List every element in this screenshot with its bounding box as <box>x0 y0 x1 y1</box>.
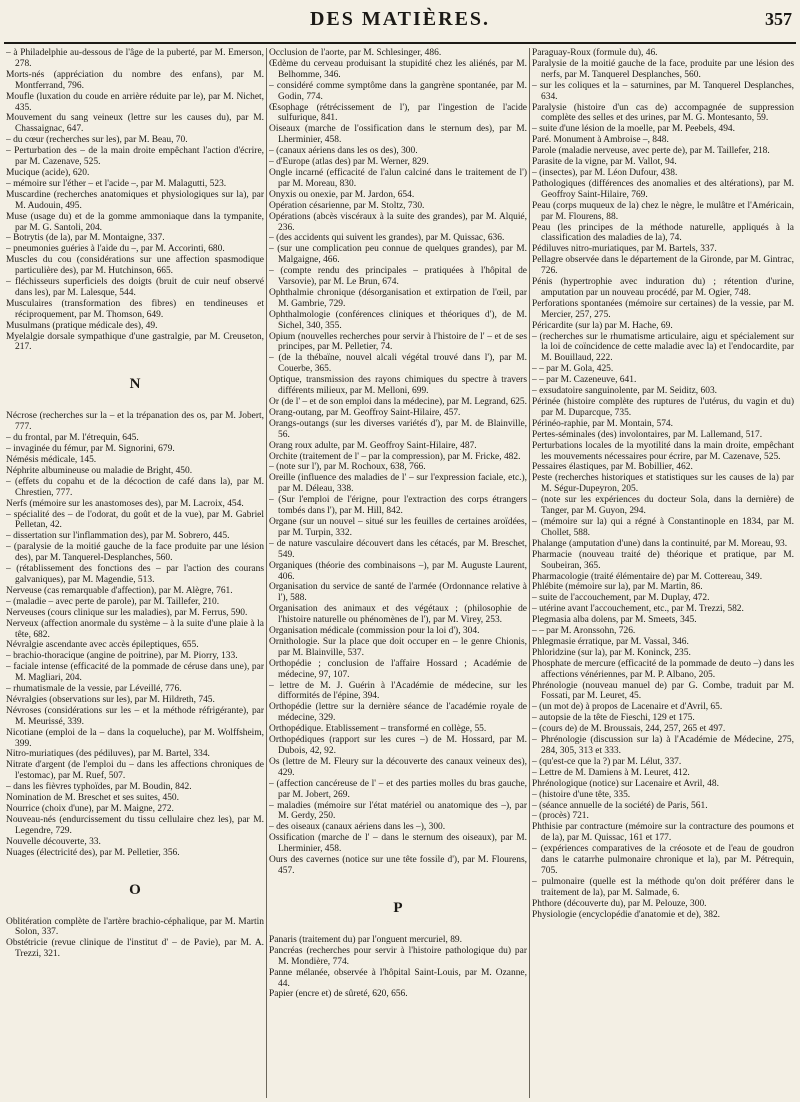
index-entry: Phosphate de mercure (efficacité de la pommade de deuto –) dans les affections vénériennes, par M. P. Albano, 205. <box>532 658 794 680</box>
index-entry: – (effets du copahu et de la décoction de café dans la), par M. Chrestien, 777. <box>6 476 264 498</box>
index-entry: Pertes-séminales (des) involontaires, par M. Lallemand, 517. <box>532 429 763 440</box>
index-entry: Peau (les principes de la méthode naturelle, appliqués à la classification des maladies de la), 74. <box>532 222 794 244</box>
index-entry: Névralgies (observations sur les), par M. Hildreth, 745. <box>6 694 215 705</box>
index-entry: – Lettre de M. Damiens à M. Leuret, 412. <box>532 767 690 778</box>
index-entry: – suite d'une lésion de la moelle, par M. Peebels, 494. <box>532 124 735 135</box>
index-entry: – dans les fièvres typhoïdes, par M. Boudin, 842. <box>6 782 192 793</box>
index-entry: Perforations spontanées (mémoire sur certaines) de la vessie, par M. Mercier, 257, 275. <box>532 298 794 320</box>
index-entry: Onyxis ou onexie, par M. Jardon, 654. <box>269 189 415 200</box>
index-entry: Nécrose (recherches sur la – et la trépanation des os, par M. Jobert, 777. <box>6 411 264 433</box>
index-entry: – de nature vasculaire découvert dans les cétacés, par M. Breschet, 549. <box>269 538 527 560</box>
index-entry: Pellagre observée dans le département de la Gironde, par M. Gintrac, 726. <box>532 255 794 277</box>
index-entry: Moufle (luxation du coude en arrière réduite par le), par M. Nichet, 435. <box>6 91 264 113</box>
index-entry: – considéré comme symptôme dans la gangrène spontanée, par M. Godin, 774. <box>269 80 527 102</box>
page-number: 357 <box>765 9 792 29</box>
index-entry: Opérations (abcès viscéraux à la suite des grandes), par M. Alquié, 236. <box>269 211 527 233</box>
index-entry: Orthopédie ; conclusion de l'affaire Hossard ; Académie de médecine, 97, 107. <box>269 658 527 680</box>
index-entry: Néphrite albumineuse ou maladie de Bright, 450. <box>6 465 193 476</box>
index-entry: – exsudatoire sanguinolente, par M. Seiditz, 603. <box>532 386 718 397</box>
index-entry: – des oiseaux (canaux aériens dans les –), 300. <box>269 822 446 833</box>
index-entry: Ophthalmie chronique (désorganisation et extirpation de l'œil, par M. Gambrie, 729. <box>269 287 527 309</box>
index-entry: Orthopédiques (rapport sur les cures –) de M. Hossard, par M. Dubois, 42, 92. <box>269 735 527 756</box>
index-entry: Peau (corps muqueux de la) chez le nègre, le mulâtre et l'Américain, par M. Flourens, 88. <box>532 200 794 222</box>
index-entry: Organiques (théorie des combinaisons –), par M. Auguste Laurent, 406. <box>269 560 527 582</box>
index-entry: Pathologiques (différences des anomalies et des altérations), par M. Geoffroy Saint-Hilaire, 769. <box>532 178 794 200</box>
index-entry: Plegmasia alba dolens, par M. Smeets, 345. <box>532 615 697 626</box>
index-entry: – (maladie – avec perte de parole), par M. Taillefer, 210. <box>6 596 220 607</box>
index-entry: Panne mélanée, observée à l'hôpital Saint-Louis, par M. Ozanne, 44. <box>269 967 527 989</box>
index-entry: – utérine avant l'accouchement, etc., par M. Trezzi, 582. <box>532 604 744 615</box>
index-entry: – (de la thébaïne, nouvel alcali végétal trouvé dans l'), par M. Couerbe, 365. <box>269 353 527 375</box>
index-entry: – pneumonies guéries à l'aide du –, par M. Accorinti, 680. <box>6 244 225 255</box>
index-entry: Nouveau-nés (endurcissement du tissu cellulaire chez les), par M. Legendre, 729. <box>6 814 264 836</box>
index-entry: – (compte rendu des principales – pratiquées à l'hôpital de Varsovie), par M. Le Brun, 674. <box>269 266 527 288</box>
index-entry: Oreille (influence des maladies de l' – sur l'expression faciale, etc.), par M. Déleau, 338. <box>269 473 527 495</box>
index-entry: – du frontal, par M. l'étrequin, 645. <box>6 433 139 444</box>
index-entry: – dissertation sur l'inflammation des), par M. Sobrero, 445. <box>6 531 230 542</box>
column-divider <box>266 48 267 1098</box>
index-entry: Pharmacologie (traité élémentaire de) par M. Cottereau, 349. <box>532 571 763 582</box>
index-entry: Orang-outang, par M. Geoffroy Saint-Hilaire, 457. <box>269 407 461 418</box>
index-entry: – fléchisseurs superficiels des doigts (bruit de cuir neuf observé dans les), par M. Lalesque, 544. <box>6 277 264 298</box>
index-entry: Phthore (découverte du), par M. Pelouze, 300. <box>532 898 707 909</box>
index-entry: Myelalgie dorsale sympathique d'une gastralgie, par M. Creuseton, 217. <box>6 331 264 353</box>
index-entry: – à Philadelphie au-dessous de l'âge de la puberté, par M. Emerson, 278. <box>6 48 264 69</box>
index-entry: Pessaires élastiques, par M. Bobillier, 462. <box>532 462 693 473</box>
index-entry: – (sur une complication peu connue de quelques grandes), par M. Malgaigne, 466. <box>269 244 527 266</box>
index-entry: Mucique (acide), 620. <box>6 167 90 178</box>
index-entry: Paralysie (histoire d'un cas de) accompagnée de suppression complète des selles et des urines, par M. G. Montesanto, 59. <box>532 102 794 124</box>
header-rule <box>4 42 796 44</box>
index-entry: Perturbations locales de la myotilité dans la main droite, empêchant les mouvements nécessaires pour écrire, par M. Cazenave, 525. <box>532 440 794 462</box>
section-letter-p: P <box>393 899 403 916</box>
index-entry: Organisation des animaux et des végétaux ; (philosophie de l'histoire naturelle ou phénomènes de l'), par M. Virey, 253. <box>269 604 527 626</box>
index-entry: Nuages (électricité des), par M. Pelletier, 356. <box>6 847 180 858</box>
index-entry: Pharmacie (nouveau traité de) théorique et pratique, par M. Soubeiran, 365. <box>532 549 794 571</box>
index-entry: – (séance annuelle de la société) de Paris, 561. <box>532 800 708 811</box>
index-entry: – rhumatismale de la vessie, par Léveillé, 776. <box>6 684 182 695</box>
index-entry: – (qu'est-ce que la ?) par M. Lélut, 337. <box>532 756 682 767</box>
index-entry: Nomination de M. Breschet et ses suites, 450. <box>6 793 179 804</box>
index-entry: Phlébite (mémoire sur la), par M. Martin, 86. <box>532 582 703 593</box>
index-entry: – – par M. Aronssohn, 726. <box>532 626 636 637</box>
index-entry: – mémoire sur l'éther – et l'acide –, par M. Malagutti, 523. <box>6 178 227 189</box>
index-entry: Oblitération complète de l'artère brachio-céphalique, par M. Martin Solon, 337. <box>6 916 264 938</box>
index-entry: Physiologie (encyclopédie d'anatomie et de), 382. <box>532 909 721 920</box>
index-entry: Nicotiane (emploi de la – dans la coqueluche), par M. Wolffsheim, 399. <box>6 727 264 749</box>
index-column-middle <box>269 48 527 1096</box>
index-entry: – (recherches sur le rhumatisme articulaire, aigu et spécialement sur la loi de coïncidence de cette maladie avec la) et l'endocardite, par M. Bouillaud, 222. <box>532 331 794 364</box>
entry-group-n <box>6 411 264 858</box>
index-entry: Muscardine (recherches anatomiques et physiologiques sur la), par M. Audouin, 495. <box>6 189 264 211</box>
index-entry: Paraguay-Roux (formule du), 46. <box>532 48 658 58</box>
index-entry: Peste (recherches historiques et statistiques sur les causes de la) par M. Ségur-Dupeyron, 205. <box>532 473 794 495</box>
index-entry: – Phrénologie (discussion sur la) à l'Académie de Médecine, 275, 284, 305, 313 et 333. <box>532 735 794 756</box>
index-column-right <box>532 48 794 1096</box>
index-entry: Mouvement du sang veineux (lettre sur les causes du), par M. Chassaignac, 647. <box>6 113 264 135</box>
entry-group-p <box>269 935 527 1000</box>
index-entry: Optique, transmission des rayons chimiques du spectre à travers différents milieux, par M. Melloni, 699. <box>269 375 527 397</box>
index-entry: Orang roux adulte, par M. Geoffroy Saint-Hilaire, 487. <box>269 440 477 451</box>
index-entry: – Botrytis (de la), par M. Montaigne, 337. <box>6 233 165 244</box>
index-column-left <box>6 48 264 1096</box>
index-entry: Nerveuse (cas remarquable d'affection), par M. Alègre, 761. <box>6 585 233 596</box>
index-entry: Nourrice (choix d'une), par M. Maigne, 272. <box>6 804 174 814</box>
index-entry: – (histoire d'une tête, 335. <box>532 789 631 800</box>
index-entry: – – par M. Cazeneuve, 641. <box>532 375 637 386</box>
index-entry: Phlegmasie érratique, par M. Vassal, 346. <box>532 636 689 647</box>
index-entry: Muscles du cou (considérations sur une affection spasmodique particulière des), par M. Hutchinson, 665. <box>6 255 264 277</box>
index-entry: Nouvelle découverte, 33. <box>6 836 101 847</box>
index-entry: Phrénologie (nouveau manuel de) par G. Combe, traduit par M. Fossati, par M. Leuret, 45. <box>532 680 794 702</box>
section-letter-o: O <box>129 881 141 898</box>
index-entry: Musulmans (pratique médicale des), 49. <box>6 320 158 331</box>
index-entry: Phthisie par contracture (mémoire sur la contracture des poumons et de la), par M. Quissac, 161 et 177. <box>532 822 794 844</box>
index-entry: Panaris (traitement du) par l'onguent mercuriel, 89. <box>269 934 463 945</box>
index-entry: – (rétablissement des fonctions des – par l'action des courans galvaniques), par M. Magendie, 513. <box>6 564 264 585</box>
running-title: DES MATIÈRES. <box>309 8 491 30</box>
index-entry: Parasite de la vigne, par M. Vallot, 94. <box>532 157 677 168</box>
index-entry: Opération césarienne, par M. Stoltz, 730. <box>269 200 425 211</box>
index-entry: Orthopédie (lettre sur la dernière séance de l'académie royale de médecine, 329. <box>269 702 527 724</box>
index-entry: Phloridzine (sur la), par M. Koninck, 235. <box>532 647 691 658</box>
index-entry: Muse (usage du) et de la gomme ammoniaque dans la tympanite, par M. G. Santoli, 204. <box>6 211 264 233</box>
index-entry: – (note sur l'), par M. Rochoux, 638, 766. <box>269 462 426 473</box>
index-entry: Ongle incarné (efficacité de l'alun calciné dans le traitement de l') par M. Moreau, 830. <box>269 167 527 189</box>
index-entry: Obstétricie (revue clinique de l'institut d' – de Pavie), par M. A. Trezzi, 321. <box>6 938 264 960</box>
index-entry: Péricardite (sur la) par M. Hache, 69. <box>532 320 673 331</box>
index-entry: – (paralysie de la moitié gauche de la face produite par une lésion des), par M. Tanquerel-Desplanches, 560. <box>6 542 264 564</box>
index-entry: Oiseaux (marche de l'ossification dans le sternum des), par M. Lherminier, 458. <box>269 124 527 146</box>
index-entry: – maladies (mémoire sur l'état matériel ou anatomique des –), par M. Gerdy, 250. <box>269 800 527 822</box>
index-entry: Nerfs (mémoire sur les anastomoses des), par M. Lacroix, 454. <box>6 498 244 509</box>
index-entry: Phalange (amputation d'une) dans la continuité, par M. Moreau, 93. <box>532 538 788 549</box>
index-entry: Orthopédique. Etablissement – transformé en collège, 55. <box>269 724 487 735</box>
index-entry: Œdème du cerveau produisant la stupidité chez les aliénés, par M. Belhomme, 346. <box>269 58 527 80</box>
index-entry: Ophthalmologie (conférences cliniques et théoriques d'), de M. Sichel, 340, 355. <box>269 309 527 331</box>
index-entry: – (des accidents qui suivent les grandes), par M. Quissac, 636. <box>269 233 505 244</box>
entry-group-o-cont <box>269 48 527 877</box>
index-entry: Opium (nouvelles recherches pour servir à l'histoire de l' – et de ses principes, par M. Pelletier, 74. <box>269 331 527 353</box>
index-entry: Pénis (hypertrophie avec induration du) ; rétention d'urine, amputation par un nouveau procédé, par M. Ogier, 748. <box>532 277 794 298</box>
index-entry: Nitro-muriatiques (des pédiluves), par M. Bartel, 334. <box>6 749 210 760</box>
index-entry: Morts-nés (appréciation du nombre des enfans), par M. Montferrand, 796. <box>6 69 264 91</box>
index-entry: Pédiluves nitro-muriatiques, par M. Bartels, 337. <box>532 244 717 255</box>
index-entry: – invaginée du fémur, par M. Signorini, 679. <box>6 444 175 455</box>
index-entry: Nerveux (affection anormale du système – à la suite d'une plaie à la tête, 682. <box>6 618 264 640</box>
index-entry: – (insectes), par M. Léon Dufour, 438. <box>532 167 678 178</box>
index-entry: – faciale intense (efficacité de la pommade de céruse dans une), par M. Magliari, 204. <box>6 662 264 684</box>
index-entry: – (expériences comparatives de la créosote et de l'eau de goudron dans le catarrhe pulmonaire chronique et la), par M. Pétrequin, 705. <box>532 844 794 876</box>
index-entry: – (un mot de) à propos de Lacenaire et d'Avril, 65. <box>532 702 723 713</box>
index-entry: Papier (encre et) de sûreté, 620, 656. <box>269 989 408 1000</box>
index-entry: – spécialité des – de l'odorat, du goût et de la vue), par M. Gabriel Pelletan, 42. <box>6 509 264 531</box>
index-entry: – lettre de M. J. Guérin à l'Académie de médecine, sur les difformités de l'épine, 394. <box>269 680 527 702</box>
index-entry: Paré. Monument à Ambroise –, 848. <box>532 135 669 146</box>
page-header <box>0 8 800 42</box>
column-divider <box>529 48 530 1098</box>
index-entry: – du cœur (recherches sur les), par M. Beau, 70. <box>6 135 188 146</box>
index-entry: Phrénologique (notice) sur Lacenaire et Avril, 48. <box>532 778 719 789</box>
index-entry: – brachio-thoracique (angine de poitrine), par M. Piorry, 133. <box>6 651 238 662</box>
index-entry: Nitrate d'argent (de l'emploi du – dans les affections chroniques de l'estomac), par M. Ruef, 507. <box>6 760 264 782</box>
index-entry: – (mémoire sur la) qui a régné à Constantinople en 1834, par M. Chollet, 588. <box>532 516 794 538</box>
index-entry: Orchite (traitement de l' – par la compression), par M. Fricke, 482. <box>269 451 521 462</box>
index-entry: – (canaux aériens dans les os des), 300. <box>269 146 418 157</box>
index-entry: Œsophage (rétrécissement de l'), par l'ingestion de l'acide sulfurique, 841. <box>269 102 527 124</box>
index-entry: Ours des cavernes (notice sur une tête fossile d'), par M. Flourens, 457. <box>269 855 527 876</box>
index-entry: Parole (maladie nerveuse, avec perte de), par M. Taillefer, 218. <box>532 146 770 157</box>
index-entry: Névralgie ascendante avec accès épileptiques, 655. <box>6 640 199 651</box>
index-entry: – (note sur les expériences du docteur Sola, dans la dernière) de Tanger, par M. Guyon, 294. <box>532 495 794 517</box>
index-entry: Occlusion de l'aorte, par M. Schlesinger, 486. <box>269 48 442 58</box>
index-entry: Organisation du service de santé de l'armée (Ordonnance relative à l'), 588. <box>269 582 527 604</box>
index-entry: Névroses (considérations sur les – et la méthode réfrigérante), par M. Meurissé, 339. <box>6 705 264 727</box>
index-entry: Os (lettre de M. Fleury sur la découverte des canaux veineux des), 429. <box>269 756 527 778</box>
index-entry: Némésis médicale, 145. <box>6 455 97 465</box>
index-entry: Ornithologie. Sur la place que doit occuper en – le genre Chionis, par M. Blainville, 537. <box>269 636 527 658</box>
index-entry: Organisation médicale (commission pour la loi d'), 304. <box>269 626 480 637</box>
index-entry: Paralysie de la moitié gauche de la face, produite par une lésion des nerfs, par M. Tanquerel Desplanches, 560. <box>532 58 794 80</box>
index-entry: – (procès) 721. <box>532 811 589 822</box>
index-entry: – pulmonaire (quelle est la méthode qu'on doit préférer dans le traitement de la), par M. Salmade, 6. <box>532 876 794 898</box>
index-entry: Or (de l' – et de son emploi dans la médecine), par M. Legrand, 625. <box>269 397 527 407</box>
index-entry: Pancréas (recherches pour servir à l'histoire pathologique du) par M. Mondière, 774. <box>269 945 527 967</box>
index-entry: – suite de l'accouchement, par M. Duplay, 472. <box>532 593 710 604</box>
index-entry: – sur les coliques et la – saturnines, par M. Tanquerel Desplanches, 634. <box>532 80 794 102</box>
index-entry: Ossification (marche de l' – dans le sternum des oiseaux), par M. Lherminier, 458. <box>269 833 527 855</box>
entry-group-m <box>6 48 264 353</box>
index-entry: – (affection cancéreuse de l' – et des parties molles du bras gauche, par M. Jobert, 269. <box>269 778 527 800</box>
index-entry: – (cours de) de M. Broussais, 244, 257, 265 et 497. <box>532 724 726 735</box>
index-entry: Orangs-outangs (sur les diverses variétés d'), par M. de Blainville, 56. <box>269 418 527 440</box>
index-entry: – – par M. Gola, 425. <box>532 364 614 375</box>
section-letter-n: N <box>129 376 141 393</box>
index-entry: Périnée (histoire complète des ruptures de l'utérus, du vagin et du) par M. Duparcque, 735. <box>532 397 794 418</box>
index-entry: – d'Europe (atlas des) par M. Werner, 829. <box>269 157 429 168</box>
index-entry: Musculaires (transformation des fibres) en tendineuses et réciproquement, par M. Thomson, 649. <box>6 298 264 320</box>
index-entry: – (Sur l'emploi de l'érigne, pour l'extraction des corps étrangers tombés dans l'), par M. Hill, 842. <box>269 495 527 517</box>
index-entry: – autopsie de la tête de Fieschi, 129 et 175. <box>532 713 695 724</box>
entry-group-o <box>6 917 264 961</box>
index-entry: – Perturbation des – de la main droite empêchant l'action d'écrire, par M. Cazenave, 525. <box>6 146 264 168</box>
entry-group-p-cont <box>532 48 794 921</box>
index-entry: Périnéo-raphie, par M. Montain, 574. <box>532 418 674 429</box>
index-entry: Organe (sur un nouvel – situé sur les feuilles de certaines aroïdées, par M. Turpin, 332. <box>269 516 527 538</box>
index-entry: Nerveuses (cours clinique sur les maladies), par M. Ferrus, 590. <box>6 607 248 618</box>
